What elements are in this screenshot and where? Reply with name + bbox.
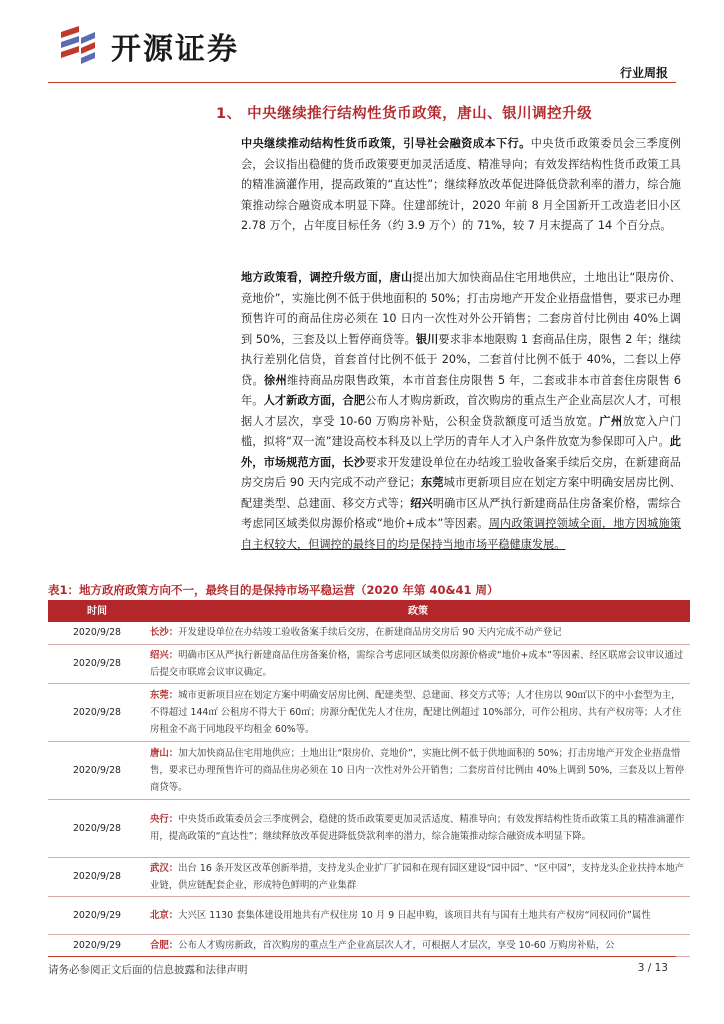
- table-header-date: 时间: [48, 600, 146, 622]
- table-row: 2020/9/29 合肥：公布人才购房新政，首次购房的重点生产企业高层次人才，可根据人才层次，享受 10-60 万购房补贴，公: [48, 934, 690, 956]
- paragraph-lead: 中央继续推动结构性货币政策，引导社会融资成本下行。: [241, 137, 531, 150]
- brand-logo: [55, 24, 239, 68]
- city-changsha: 此外，市场规范方面，长沙: [241, 435, 681, 469]
- paragraph-local-policy: 地方政策看，调控升级方面，唐山提出加大加快商品住宅用地供应，土地出让“限房价、竞地价”，实施比例不低于供地面积的 50%；打击房地产开发企业捂盘惜售，要求已办理预售许可的商品住房必须在 10 日内一次性对外公开销售；二套房首付比例由 40%上调到 50%，三套及以上暂停商贷等。银川要求非本地限购 1 套商品住房，限售 2 年；继续执行差别化信贷，首套首付比例不低于 20%，二套首付比例不低于 40%，二套以上停贷。徐州维持商品房限售政策，本市首套住房限售 5 年，二套或非本市首套住房限售 6 年。人才新政方面，合肥公布人才购房新政，首次购房的重点生产企业高层次人才，可根据人才层次，享受 10-60 万购房补贴，公积金贷款额度可适当放宽。广州放宽入户门槛，拟将“双一流”建设高校本科及以上学历的青年人才入户条件放宽为参保即可入户。此外，市场规范方面，长沙要求开发建设单位在办结竣工验收备案手续后交房，在新建商品房交房后 90 天内完成不动产登记；东莞城市更新项目应在划定方案中明确安居房比例、配建类型、总建面、移交方式等；绍兴明确市区从严执行新建商品住房备案价格，需综合考虑同区域类似房源价格或“地价+成本”等因素。周内政策调控领域全面，地方因城施策自主权较大，但调控的最终目的均是保持当地市场平稳健康发展。: [241, 271, 681, 551]
- table-row: 2020/9/28 东莞：城市更新项目应在划定方案中明确安居房比例、配建类型、总建面、移交方式等；人才住房以 90㎡以下的中小套型为主，不得超过 144㎡ 公租房不得大于 60㎡；房源分配优先人才住房，配建比例超过 10%部分，可作公租房、共有产权房等；人才住房租金不高于同地段平均租金 60%等。: [48, 683, 690, 741]
- table-row: 2020/9/28 唐山：加大加快商品住宅用地供应；土地出让“限房价、竞地价”，实施比例不低于供地面积的 50%；打击房地产开发企业捂盘惜售，要求已办理预售许可的商品住房必须在 10 日内一次性对外公开销售；二套房首付比例由 40%上调到 50%，三套及以上暂停商贷等。: [48, 741, 690, 799]
- section-title: 1、 中央继续推行结构性货币政策，唐山、银川调控升级: [216, 106, 593, 122]
- paragraph-central-policy: [241, 134, 681, 237]
- paragraph-conclusion: 周内政策调控领域全面，地方因城施策自主权较大，但调控的最终目的均是保持当地市场平稳健康发展。: [241, 517, 681, 551]
- city-dongguan: 东莞: [420, 476, 444, 489]
- paragraph-lead: 地方政策看，调控升级方面，: [241, 271, 390, 284]
- city-guangzhou: 广州: [599, 414, 623, 428]
- table-row: 2020/9/28 绍兴：明确市区从严执行新建商品住房备案价格，需综合考虑同区域类似房源价格或“地价+成本”等因素、经区联席会议审议通过后提交市联席会议审议确定。: [48, 644, 690, 683]
- table-row: 2020/9/29 北京：大兴区 1130 套集体建设用地共有产权住房 10 月 9 日起申购，该项目共有与国有土地共有产权房“同权同价”属性: [48, 896, 690, 934]
- report-type-tag: 行业周报: [619, 66, 668, 80]
- policy-table: [48, 600, 690, 957]
- header-divider: [48, 82, 676, 83]
- footer-divider: [48, 956, 676, 957]
- city-shaoxing: 绍兴: [410, 496, 433, 510]
- table-row: 2020/9/28 央行：中央货币政策委员会三季度例会，稳健的货币政策要更加灵活适度、精准导向；有效发挥结构性货币政策工具的精准滴灌作用，提高政策的“直达性”；继续释放改革促进降低贷款利率的潜力，综合施策推动综合融资成本明显下降。: [48, 799, 690, 857]
- brand-name: 开源证券: [111, 32, 239, 67]
- page-number: 3 / 13: [637, 962, 668, 974]
- table-header-policy: 政策: [146, 600, 690, 622]
- city-hefei: 人才新政方面，合肥: [263, 394, 366, 407]
- table-row: 2020/9/28 长沙：开发建设单位在办结竣工验收备案手续后交房，在新建商品房交房后 90 天内完成不动产登记: [48, 622, 690, 644]
- city-tangshan: 唐山: [389, 271, 413, 284]
- paragraph-body: 中央货币政策委员会三季度例会，会议指出稳健的货币政策要更加灵活适度、精准导向；有效发挥结构性货币政策工具的精准滴灌作用，提高政策的“直达性”；继续释放改革促进降低贷款利率的潜力，综合施策推动综合融资成本明显下降。住建部统计，2020 年前 8 月全国新开工改造老旧小区 2.78 万个，占年度目标任务（约 3.9 万个）的 71%，较 7 月末提高了 14 个百分点。: [241, 137, 681, 232]
- table-row: 2020/9/28 武汉：出台 16 条开发区改革创新举措，支持龙头企业扩厂扩园和在现有园区建设“园中园”、“区中园”，支持龙头企业扶持本地产业链，供应链配套企业，形成特色鲜明的产业集群: [48, 857, 690, 896]
- footer-disclaimer: 请务必参阅正文后面的信息披露和法律声明: [48, 964, 248, 976]
- city-yinchuan: 银川: [415, 332, 439, 346]
- city-xuzhou: 徐州: [264, 373, 288, 387]
- kaiyuan-logo-icon: [55, 24, 103, 68]
- table-caption: 表1：地方政府政策方向不一，最终目的是保持市场平稳运营（2020 年第 40&41 周）: [48, 583, 499, 597]
